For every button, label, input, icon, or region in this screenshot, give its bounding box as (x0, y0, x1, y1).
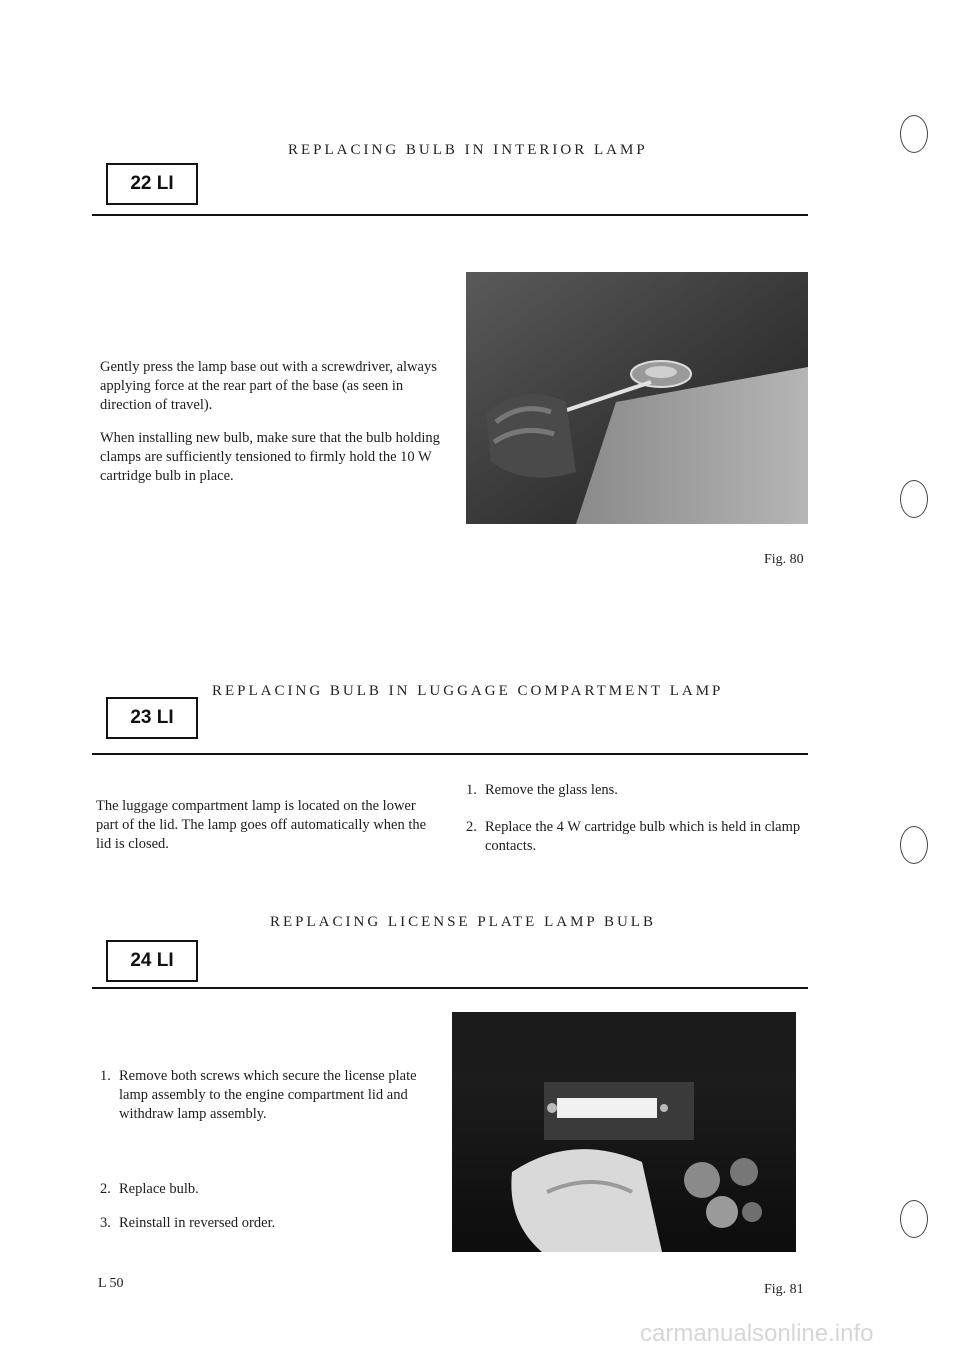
punch-hole (900, 826, 928, 864)
step-number: 1. (466, 782, 477, 798)
paragraph: Gently press the lamp base out with a screwdriver, always applying force at the rear part of the base (as seen in direction of travel). (100, 359, 437, 413)
section-divider (92, 214, 808, 216)
punch-hole (900, 115, 928, 153)
step-number: 2. (466, 819, 477, 835)
section-divider (92, 987, 808, 989)
license-plate-lamp-photo-illustration (452, 1012, 796, 1252)
fig-80-photo (466, 272, 808, 524)
section-code-24: 24 LI (106, 940, 198, 982)
section-heading-luggage-lamp: REPLACING BULB IN LUGGAGE COMPARTMENT LAMP (212, 683, 724, 699)
section-heading-license-plate-lamp: REPLACING LICENSE PLATE LAMP BULB (270, 914, 656, 930)
step-text: Reinstall in reversed order. (119, 1215, 276, 1231)
punch-hole (900, 1200, 928, 1238)
luggage-lamp-description (96, 797, 436, 854)
page-code: L 50 (98, 1276, 124, 1291)
list-item (100, 1067, 445, 1127)
interior-lamp-photo-illustration (466, 272, 808, 524)
list-item (466, 781, 806, 801)
section-divider (92, 753, 808, 755)
fig-80-caption: Fig. 80 (764, 552, 804, 567)
interior-lamp-instructions (100, 358, 440, 486)
section-code-22: 22 LI (106, 163, 198, 205)
step-number: 1. (100, 1068, 111, 1084)
step-text: Replace bulb. (119, 1181, 199, 1197)
list-item (466, 818, 806, 858)
list-item (100, 1180, 445, 1200)
step-text: Remove the glass lens. (485, 782, 618, 798)
step-text: Replace the 4 W cartridge bulb which is held in clamp contacts. (485, 819, 801, 854)
fig-81-caption: Fig. 81 (764, 1282, 804, 1297)
section-heading-interior-lamp: REPLACING BULB IN INTERIOR LAMP (288, 142, 648, 158)
list-item (100, 1214, 445, 1234)
watermark: carmanualsonline.info (640, 1320, 874, 1347)
step-number: 3. (100, 1215, 111, 1231)
step-number: 2. (100, 1181, 111, 1197)
paragraph: When installing new bulb, make sure that the bulb holding clamps are sufficiently tensioned to firmly hold the 10 W cartridge bulb in place. (100, 430, 440, 484)
punch-hole (900, 480, 928, 518)
paragraph: The luggage compartment lamp is located on the lower part of the lid. The lamp goes off automatically when the lid is closed. (96, 798, 427, 852)
fig-81-photo (452, 1012, 796, 1252)
section-code-23: 23 LI (106, 697, 198, 739)
step-text: Remove both screws which secure the license plate lamp assembly to the engine compartment lid and withdraw lamp assembly. (119, 1068, 417, 1122)
